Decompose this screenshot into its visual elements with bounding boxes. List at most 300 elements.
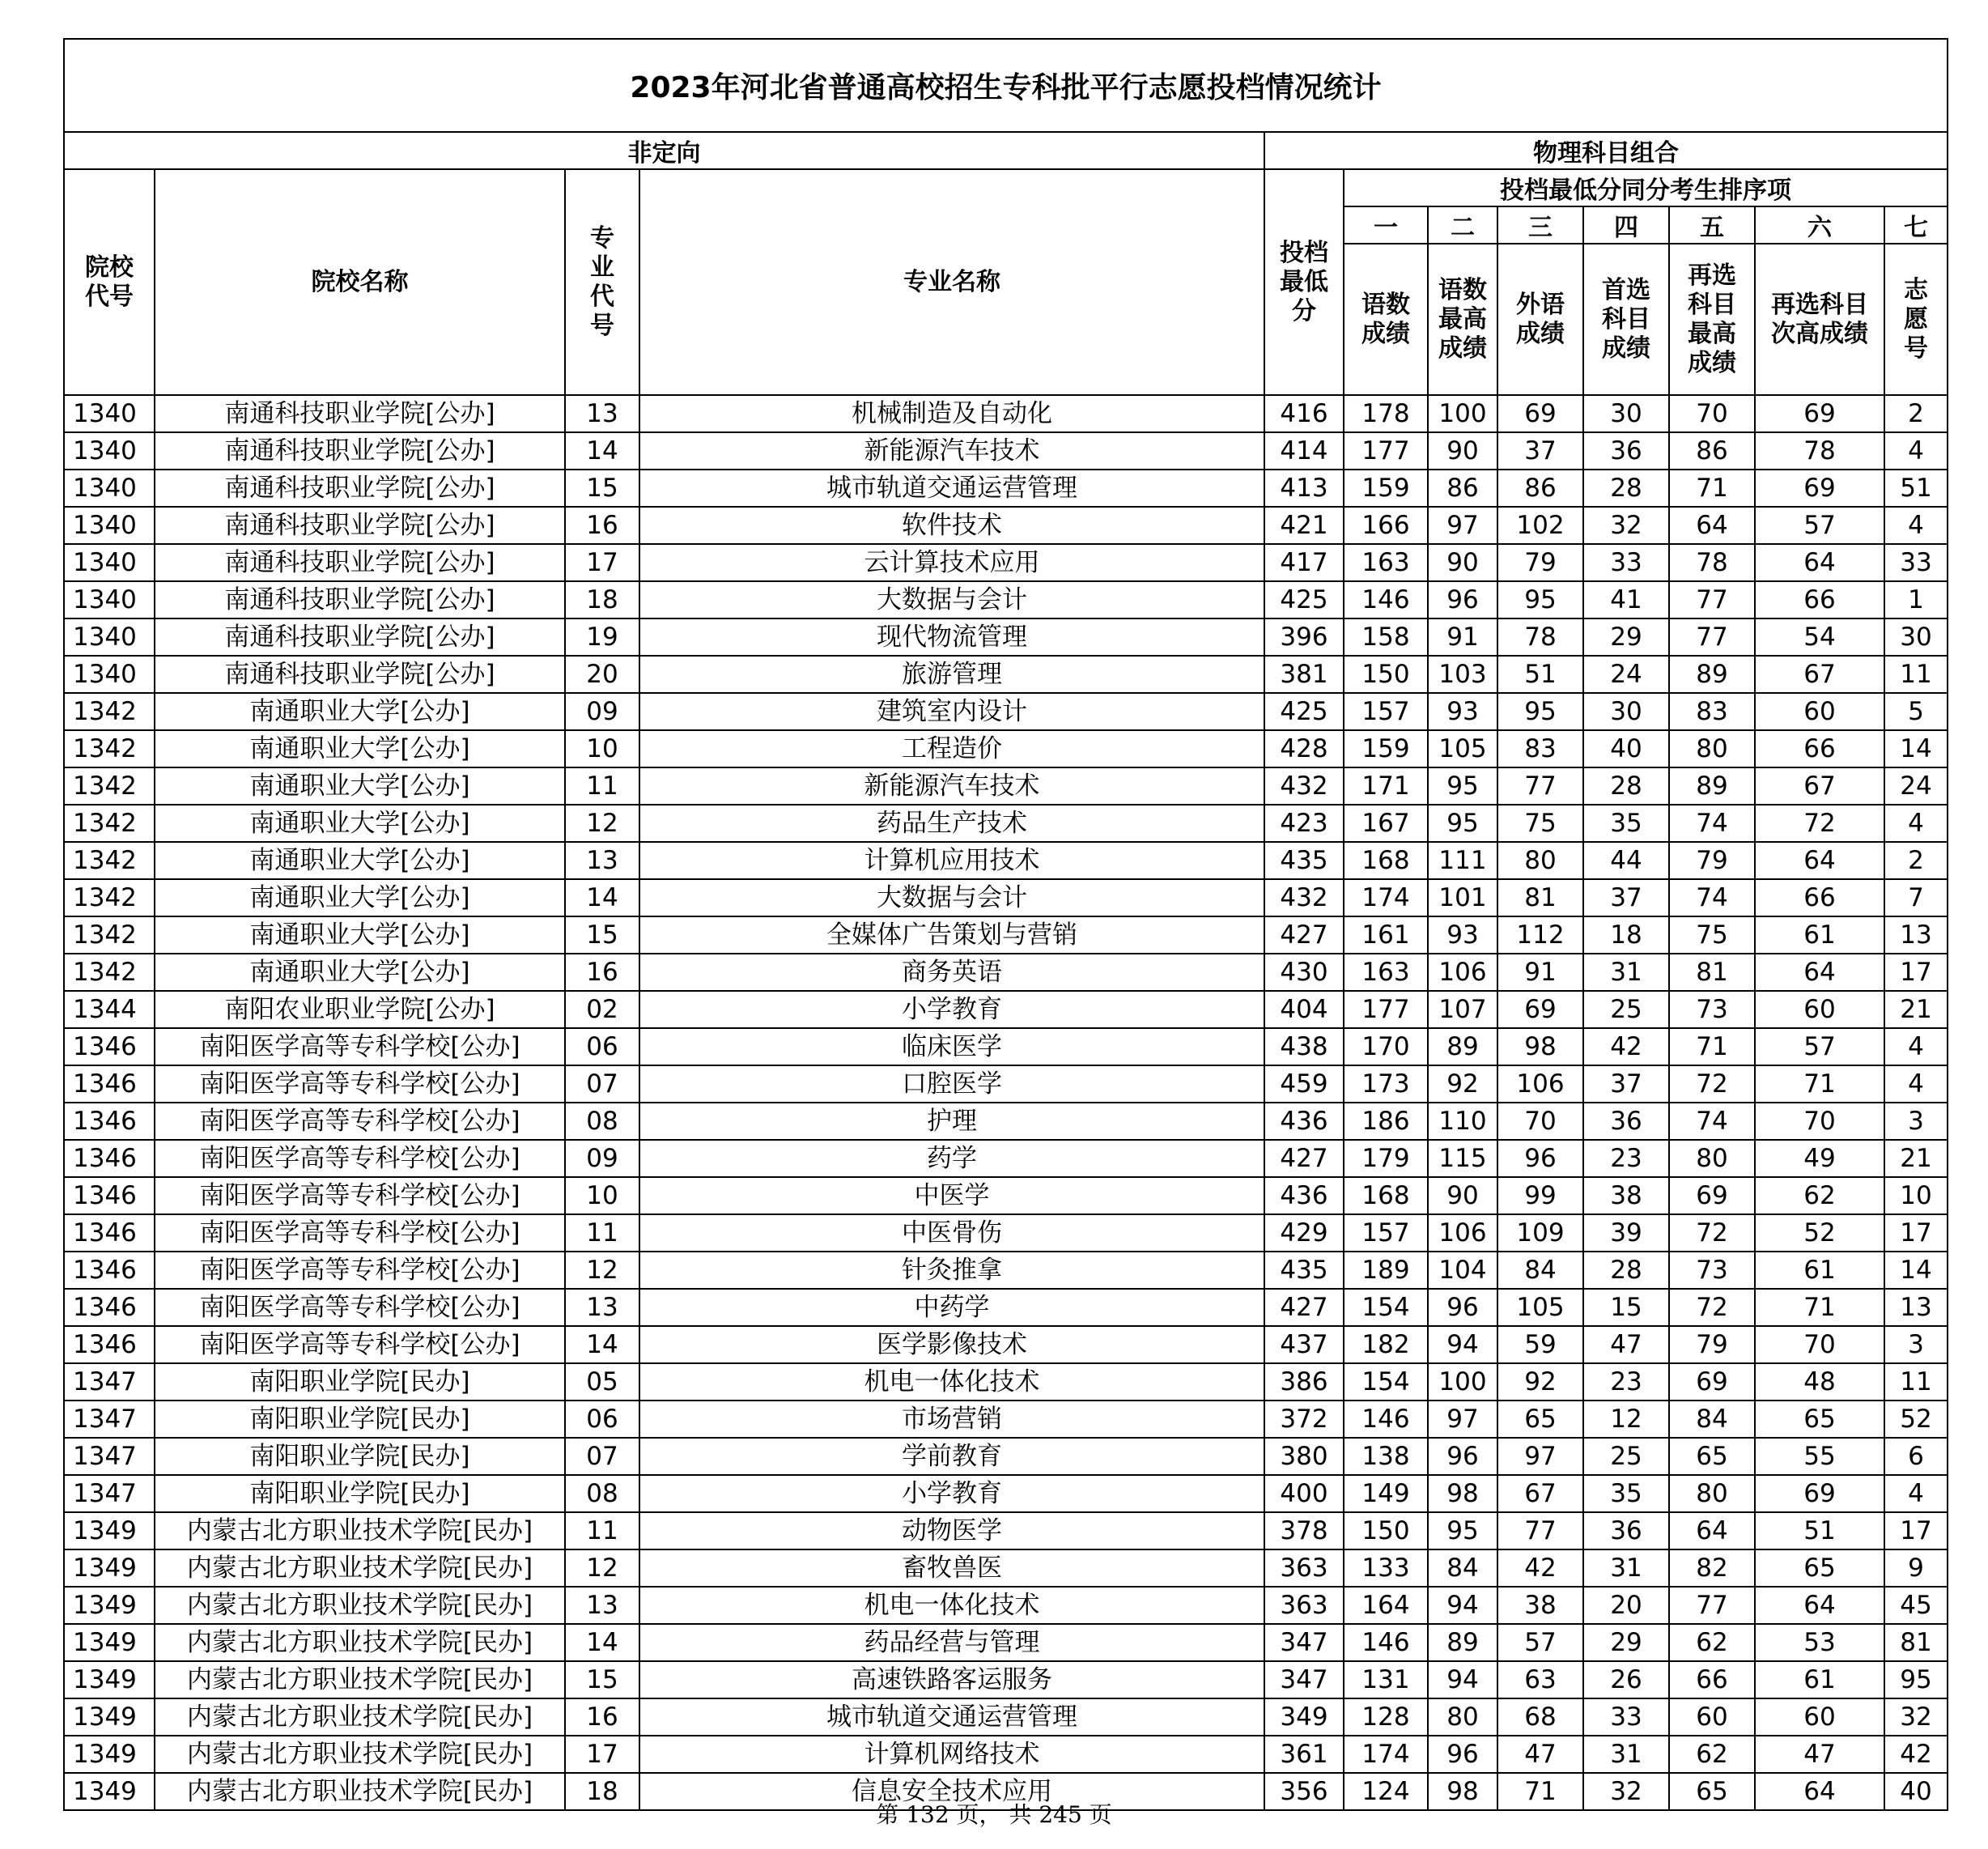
- cell-elective-max-score: 71: [1669, 1028, 1755, 1065]
- cell-application-number: 24: [1884, 767, 1948, 805]
- cell-elective-second-score: 60: [1755, 1698, 1884, 1736]
- cell-major-code: 10: [565, 1177, 639, 1214]
- header-major-code: 专业代号: [565, 169, 639, 395]
- cell-elective-max-score: 74: [1669, 879, 1755, 916]
- table-body: [64, 395, 1948, 1810]
- cell-min-score: 432: [1264, 879, 1344, 916]
- cell-school-name: 南通职业大学[公办]: [155, 954, 565, 991]
- cell-application-number: 40: [1884, 1773, 1948, 1810]
- header-elective-max-score: 再选科目最高成绩: [1669, 244, 1755, 395]
- cell-min-score: 427: [1264, 916, 1344, 954]
- cell-school-code: 1342: [64, 954, 155, 991]
- table-row: [64, 395, 1948, 432]
- cell-elective-second-score: 65: [1755, 1401, 1884, 1438]
- cell-chinese-math-max: 96: [1428, 581, 1497, 618]
- cell-min-score: 416: [1264, 395, 1344, 432]
- cell-school-code: 1340: [64, 395, 155, 432]
- table-row: [64, 954, 1948, 991]
- table-row: [64, 1140, 1948, 1177]
- cell-min-score: 347: [1264, 1661, 1344, 1698]
- cell-elective-second-score: 71: [1755, 1289, 1884, 1326]
- cell-primary-subject-score: 30: [1583, 395, 1669, 432]
- cell-major-code: 18: [565, 581, 639, 618]
- cell-major-name: 中药学: [639, 1289, 1264, 1326]
- cell-application-number: 13: [1884, 1289, 1948, 1326]
- cell-major-name: 高速铁路客运服务: [639, 1661, 1264, 1698]
- cell-chinese-math-max: 90: [1428, 1177, 1497, 1214]
- cell-chinese-math-score: 124: [1344, 1773, 1428, 1810]
- cell-chinese-math-max: 89: [1428, 1624, 1497, 1661]
- cell-foreign-language-score: 95: [1497, 693, 1583, 730]
- cell-elective-second-score: 69: [1755, 470, 1884, 507]
- cell-application-number: 10: [1884, 1177, 1948, 1214]
- cell-application-number: 4: [1884, 432, 1948, 470]
- cell-chinese-math-score: 174: [1344, 879, 1428, 916]
- table-row: [64, 805, 1948, 842]
- cell-application-number: 3: [1884, 1103, 1948, 1140]
- cell-major-code: 02: [565, 991, 639, 1028]
- header-order-3: 三: [1497, 206, 1583, 244]
- cell-major-name: 全媒体广告策划与营销: [639, 916, 1264, 954]
- cell-chinese-math-score: 178: [1344, 395, 1428, 432]
- cell-major-code: 08: [565, 1103, 639, 1140]
- cell-major-name: 机械制造及自动化: [639, 395, 1264, 432]
- cell-chinese-math-score: 182: [1344, 1326, 1428, 1363]
- cell-chinese-math-score: 179: [1344, 1140, 1428, 1177]
- cell-min-score: 435: [1264, 1252, 1344, 1289]
- cell-elective-max-score: 64: [1669, 1512, 1755, 1549]
- cell-school-name: 内蒙古北方职业技术学院[民办]: [155, 1549, 565, 1587]
- cell-school-name: 南阳医学高等专科学校[公办]: [155, 1326, 565, 1363]
- cell-chinese-math-score: 163: [1344, 954, 1428, 991]
- cell-school-code: 1349: [64, 1587, 155, 1624]
- cell-min-score: 413: [1264, 470, 1344, 507]
- cell-chinese-math-score: 133: [1344, 1549, 1428, 1587]
- cell-foreign-language-score: 67: [1497, 1475, 1583, 1512]
- cell-elective-max-score: 73: [1669, 991, 1755, 1028]
- cell-chinese-math-score: 149: [1344, 1475, 1428, 1512]
- cell-chinese-math-max: 92: [1428, 1065, 1497, 1103]
- cell-elective-second-score: 64: [1755, 1587, 1884, 1624]
- table-row: [64, 879, 1948, 916]
- cell-primary-subject-score: 28: [1583, 470, 1669, 507]
- cell-chinese-math-score: 159: [1344, 470, 1428, 507]
- cell-chinese-math-score: 128: [1344, 1698, 1428, 1736]
- cell-major-code: 13: [565, 842, 639, 879]
- cell-chinese-math-max: 90: [1428, 544, 1497, 581]
- cell-school-code: 1344: [64, 991, 155, 1028]
- table-row: [64, 842, 1948, 879]
- cell-primary-subject-score: 32: [1583, 507, 1669, 544]
- cell-min-score: 421: [1264, 507, 1344, 544]
- cell-school-name: 南阳医学高等专科学校[公办]: [155, 1252, 565, 1289]
- cell-school-code: 1349: [64, 1549, 155, 1587]
- cell-elective-second-score: 66: [1755, 879, 1884, 916]
- cell-major-name: 新能源汽车技术: [639, 767, 1264, 805]
- cell-chinese-math-max: 98: [1428, 1475, 1497, 1512]
- cell-school-code: 1349: [64, 1624, 155, 1661]
- cell-school-code: 1342: [64, 805, 155, 842]
- cell-primary-subject-score: 25: [1583, 991, 1669, 1028]
- cell-chinese-math-score: 154: [1344, 1289, 1428, 1326]
- cell-school-code: 1349: [64, 1736, 155, 1773]
- cell-min-score: 386: [1264, 1363, 1344, 1401]
- cell-foreign-language-score: 81: [1497, 879, 1583, 916]
- cell-chinese-math-max: 110: [1428, 1103, 1497, 1140]
- cell-chinese-math-max: 106: [1428, 1214, 1497, 1252]
- cell-primary-subject-score: 47: [1583, 1326, 1669, 1363]
- cell-min-score: 400: [1264, 1475, 1344, 1512]
- cell-foreign-language-score: 38: [1497, 1587, 1583, 1624]
- cell-school-name: 南通科技职业学院[公办]: [155, 507, 565, 544]
- cell-elective-second-score: 64: [1755, 544, 1884, 581]
- header-tiebreak-group: 投档最低分同分考生排序项: [1344, 169, 1948, 206]
- cell-elective-max-score: 89: [1669, 767, 1755, 805]
- cell-chinese-math-score: 158: [1344, 618, 1428, 656]
- cell-major-name: 市场营销: [639, 1401, 1264, 1438]
- cell-major-code: 05: [565, 1363, 639, 1401]
- cell-application-number: 32: [1884, 1698, 1948, 1736]
- cell-elective-second-score: 78: [1755, 432, 1884, 470]
- cell-min-score: 361: [1264, 1736, 1344, 1773]
- header-order-6: 六: [1755, 206, 1884, 244]
- cell-major-name: 药品生产技术: [639, 805, 1264, 842]
- cell-primary-subject-score: 36: [1583, 1103, 1669, 1140]
- table-row: [64, 1438, 1948, 1475]
- cell-primary-subject-score: 42: [1583, 1028, 1669, 1065]
- table-row: [64, 470, 1948, 507]
- cell-application-number: 11: [1884, 656, 1948, 693]
- cell-major-name: 城市轨道交通运营管理: [639, 1698, 1264, 1736]
- table-row: [64, 1177, 1948, 1214]
- cell-school-name: 内蒙古北方职业技术学院[民办]: [155, 1512, 565, 1549]
- cell-major-code: 09: [565, 1140, 639, 1177]
- cell-chinese-math-max: 107: [1428, 991, 1497, 1028]
- cell-chinese-math-max: 95: [1428, 1512, 1497, 1549]
- cell-major-name: 信息安全技术应用: [639, 1773, 1264, 1810]
- cell-major-code: 11: [565, 767, 639, 805]
- table-row: [64, 1549, 1948, 1587]
- cell-major-code: 16: [565, 954, 639, 991]
- header-foreign-language-score: 外语成绩: [1497, 244, 1583, 395]
- cell-school-code: 1346: [64, 1065, 155, 1103]
- cell-elective-max-score: 74: [1669, 1103, 1755, 1140]
- cell-application-number: 14: [1884, 730, 1948, 767]
- cell-school-code: 1349: [64, 1512, 155, 1549]
- cell-major-name: 软件技术: [639, 507, 1264, 544]
- cell-elective-max-score: 89: [1669, 656, 1755, 693]
- cell-chinese-math-score: 177: [1344, 432, 1428, 470]
- cell-chinese-math-score: 131: [1344, 1661, 1428, 1698]
- header-order-5: 五: [1669, 206, 1755, 244]
- cell-elective-max-score: 80: [1669, 1140, 1755, 1177]
- cell-elective-max-score: 70: [1669, 395, 1755, 432]
- cell-school-name: 南通科技职业学院[公办]: [155, 544, 565, 581]
- cell-chinese-math-max: 97: [1428, 507, 1497, 544]
- cell-chinese-math-score: 163: [1344, 544, 1428, 581]
- cell-foreign-language-score: 106: [1497, 1065, 1583, 1103]
- cell-school-code: 1340: [64, 656, 155, 693]
- cell-school-code: 1346: [64, 1326, 155, 1363]
- cell-application-number: 17: [1884, 1512, 1948, 1549]
- cell-chinese-math-score: 157: [1344, 693, 1428, 730]
- cell-major-name: 现代物流管理: [639, 618, 1264, 656]
- cell-foreign-language-score: 102: [1497, 507, 1583, 544]
- header-application-number: 志愿号: [1884, 244, 1948, 395]
- cell-min-score: 429: [1264, 1214, 1344, 1252]
- cell-school-name: 南阳医学高等专科学校[公办]: [155, 1065, 565, 1103]
- table-row: [64, 1326, 1948, 1363]
- cell-elective-second-score: 62: [1755, 1177, 1884, 1214]
- cell-school-code: 1340: [64, 507, 155, 544]
- table-row: [64, 1214, 1948, 1252]
- header-major-name: 专业名称: [639, 169, 1264, 395]
- cell-elective-second-score: 65: [1755, 1549, 1884, 1587]
- header-min-score: 投档最低分: [1264, 169, 1344, 395]
- cell-elective-max-score: 65: [1669, 1773, 1755, 1810]
- cell-elective-max-score: 84: [1669, 1401, 1755, 1438]
- header-elective-second-score: 再选科目次高成绩: [1755, 244, 1884, 395]
- table-row: [64, 1512, 1948, 1549]
- cell-elective-second-score: 51: [1755, 1512, 1884, 1549]
- cell-primary-subject-score: 39: [1583, 1214, 1669, 1252]
- admission-table: [63, 38, 1948, 1811]
- cell-min-score: 363: [1264, 1549, 1344, 1587]
- cell-primary-subject-score: 28: [1583, 767, 1669, 805]
- cell-foreign-language-score: 98: [1497, 1028, 1583, 1065]
- cell-application-number: 33: [1884, 544, 1948, 581]
- cell-major-code: 11: [565, 1214, 639, 1252]
- cell-elective-max-score: 86: [1669, 432, 1755, 470]
- cell-major-code: 16: [565, 1698, 639, 1736]
- cell-min-score: 437: [1264, 1326, 1344, 1363]
- cell-elective-max-score: 65: [1669, 1438, 1755, 1475]
- table-row: [64, 1363, 1948, 1401]
- cell-min-score: 396: [1264, 618, 1344, 656]
- cell-school-code: 1346: [64, 1214, 155, 1252]
- group-physics-combination: 物理科目组合: [1264, 132, 1948, 169]
- cell-primary-subject-score: 37: [1583, 1065, 1669, 1103]
- cell-major-name: 机电一体化技术: [639, 1587, 1264, 1624]
- cell-primary-subject-score: 31: [1583, 1736, 1669, 1773]
- cell-elective-max-score: 69: [1669, 1363, 1755, 1401]
- cell-school-code: 1340: [64, 432, 155, 470]
- cell-major-name: 云计算技术应用: [639, 544, 1264, 581]
- table-row: [64, 916, 1948, 954]
- cell-major-name: 畜牧兽医: [639, 1549, 1264, 1587]
- table-row: [64, 1661, 1948, 1698]
- cell-major-code: 09: [565, 693, 639, 730]
- cell-major-code: 18: [565, 1773, 639, 1810]
- cell-major-name: 计算机网络技术: [639, 1736, 1264, 1773]
- cell-primary-subject-score: 12: [1583, 1401, 1669, 1438]
- cell-min-score: 432: [1264, 767, 1344, 805]
- cell-major-name: 小学教育: [639, 1475, 1264, 1512]
- cell-chinese-math-score: 154: [1344, 1363, 1428, 1401]
- cell-school-name: 内蒙古北方职业技术学院[民办]: [155, 1624, 565, 1661]
- cell-foreign-language-score: 79: [1497, 544, 1583, 581]
- cell-min-score: 423: [1264, 805, 1344, 842]
- cell-major-name: 旅游管理: [639, 656, 1264, 693]
- table-row: [64, 693, 1948, 730]
- cell-major-code: 17: [565, 544, 639, 581]
- cell-school-code: 1346: [64, 1140, 155, 1177]
- cell-school-code: 1347: [64, 1401, 155, 1438]
- cell-school-code: 1347: [64, 1438, 155, 1475]
- header-chinese-math-max: 语数最高成绩: [1428, 244, 1497, 395]
- cell-chinese-math-score: 171: [1344, 767, 1428, 805]
- cell-elective-max-score: 73: [1669, 1252, 1755, 1289]
- cell-major-code: 06: [565, 1401, 639, 1438]
- cell-primary-subject-score: 24: [1583, 656, 1669, 693]
- cell-application-number: 14: [1884, 1252, 1948, 1289]
- cell-elective-max-score: 71: [1669, 470, 1755, 507]
- cell-elective-max-score: 80: [1669, 1475, 1755, 1512]
- header-school-name: 院校名称: [155, 169, 565, 395]
- cell-foreign-language-score: 80: [1497, 842, 1583, 879]
- table-row: [64, 544, 1948, 581]
- cell-chinese-math-max: 95: [1428, 805, 1497, 842]
- cell-major-code: 14: [565, 1624, 639, 1661]
- cell-foreign-language-score: 63: [1497, 1661, 1583, 1698]
- cell-min-score: 436: [1264, 1177, 1344, 1214]
- cell-primary-subject-score: 29: [1583, 1624, 1669, 1661]
- cell-application-number: 17: [1884, 954, 1948, 991]
- cell-min-score: 356: [1264, 1773, 1344, 1810]
- cell-application-number: 13: [1884, 916, 1948, 954]
- table-row: [64, 1475, 1948, 1512]
- cell-elective-second-score: 64: [1755, 954, 1884, 991]
- cell-elective-max-score: 82: [1669, 1549, 1755, 1587]
- cell-application-number: 11: [1884, 1363, 1948, 1401]
- cell-major-name: 小学教育: [639, 991, 1264, 1028]
- cell-elective-second-score: 47: [1755, 1736, 1884, 1773]
- cell-primary-subject-score: 36: [1583, 1512, 1669, 1549]
- cell-major-code: 19: [565, 618, 639, 656]
- cell-chinese-math-score: 161: [1344, 916, 1428, 954]
- cell-foreign-language-score: 77: [1497, 1512, 1583, 1549]
- cell-school-code: 1342: [64, 879, 155, 916]
- cell-min-score: 428: [1264, 730, 1344, 767]
- cell-elective-max-score: 80: [1669, 730, 1755, 767]
- cell-school-name: 南阳医学高等专科学校[公办]: [155, 1177, 565, 1214]
- table-row: [64, 767, 1948, 805]
- cell-major-name: 工程造价: [639, 730, 1264, 767]
- cell-elective-max-score: 72: [1669, 1289, 1755, 1326]
- cell-school-code: 1346: [64, 1289, 155, 1326]
- cell-min-score: 435: [1264, 842, 1344, 879]
- table-row: [64, 1401, 1948, 1438]
- cell-chinese-math-max: 94: [1428, 1661, 1497, 1698]
- cell-chinese-math-score: 174: [1344, 1736, 1428, 1773]
- cell-school-code: 1347: [64, 1363, 155, 1401]
- header-order-4: 四: [1583, 206, 1669, 244]
- cell-primary-subject-score: 23: [1583, 1140, 1669, 1177]
- cell-school-name: 南通科技职业学院[公办]: [155, 656, 565, 693]
- cell-major-code: 17: [565, 1736, 639, 1773]
- cell-foreign-language-score: 51: [1497, 656, 1583, 693]
- cell-application-number: 45: [1884, 1587, 1948, 1624]
- cell-application-number: 4: [1884, 1028, 1948, 1065]
- cell-chinese-math-max: 96: [1428, 1289, 1497, 1326]
- cell-application-number: 4: [1884, 805, 1948, 842]
- cell-primary-subject-score: 33: [1583, 1698, 1669, 1736]
- cell-major-code: 13: [565, 1587, 639, 1624]
- cell-foreign-language-score: 69: [1497, 991, 1583, 1028]
- cell-chinese-math-score: 170: [1344, 1028, 1428, 1065]
- cell-application-number: 9: [1884, 1549, 1948, 1587]
- table-row: [64, 730, 1948, 767]
- header-school-code: 院校代号: [64, 169, 155, 395]
- cell-elective-second-score: 70: [1755, 1326, 1884, 1363]
- cell-elective-second-score: 70: [1755, 1103, 1884, 1140]
- cell-elective-second-score: 69: [1755, 1475, 1884, 1512]
- cell-foreign-language-score: 78: [1497, 618, 1583, 656]
- cell-major-code: 15: [565, 916, 639, 954]
- cell-primary-subject-score: 31: [1583, 1549, 1669, 1587]
- cell-primary-subject-score: 35: [1583, 805, 1669, 842]
- cell-chinese-math-score: 159: [1344, 730, 1428, 767]
- cell-application-number: 5: [1884, 693, 1948, 730]
- cell-school-code: 1346: [64, 1028, 155, 1065]
- cell-foreign-language-score: 99: [1497, 1177, 1583, 1214]
- table-title: 2023年河北省普通高校招生专科批平行志愿投档情况统计: [64, 39, 1948, 132]
- cell-major-name: 动物医学: [639, 1512, 1264, 1549]
- cell-primary-subject-score: 40: [1583, 730, 1669, 767]
- page-footer: 第 132 页， 共 245 页: [876, 1801, 1112, 1828]
- cell-major-code: 15: [565, 1661, 639, 1698]
- cell-elective-max-score: 81: [1669, 954, 1755, 991]
- cell-major-name: 临床医学: [639, 1028, 1264, 1065]
- cell-chinese-math-max: 96: [1428, 1736, 1497, 1773]
- cell-elective-second-score: 67: [1755, 656, 1884, 693]
- cell-foreign-language-score: 71: [1497, 1773, 1583, 1810]
- cell-foreign-language-score: 77: [1497, 767, 1583, 805]
- cell-chinese-math-score: 168: [1344, 842, 1428, 879]
- cell-elective-second-score: 60: [1755, 693, 1884, 730]
- cell-primary-subject-score: 32: [1583, 1773, 1669, 1810]
- cell-chinese-math-score: 157: [1344, 1214, 1428, 1252]
- cell-school-name: 南阳医学高等专科学校[公办]: [155, 1140, 565, 1177]
- cell-chinese-math-max: 95: [1428, 767, 1497, 805]
- cell-school-code: 1340: [64, 470, 155, 507]
- cell-chinese-math-score: 138: [1344, 1438, 1428, 1475]
- cell-major-code: 14: [565, 432, 639, 470]
- cell-elective-second-score: 57: [1755, 507, 1884, 544]
- cell-foreign-language-score: 69: [1497, 395, 1583, 432]
- cell-school-name: 南阳医学高等专科学校[公办]: [155, 1289, 565, 1326]
- table-row: [64, 1736, 1948, 1773]
- cell-foreign-language-score: 83: [1497, 730, 1583, 767]
- table-row: [64, 1028, 1948, 1065]
- cell-primary-subject-score: 41: [1583, 581, 1669, 618]
- cell-min-score: 459: [1264, 1065, 1344, 1103]
- cell-chinese-math-score: 150: [1344, 1512, 1428, 1549]
- table-row: [64, 656, 1948, 693]
- cell-elective-max-score: 79: [1669, 842, 1755, 879]
- cell-foreign-language-score: 70: [1497, 1103, 1583, 1140]
- cell-school-code: 1349: [64, 1698, 155, 1736]
- header-order-7: 七: [1884, 206, 1948, 244]
- cell-major-code: 15: [565, 470, 639, 507]
- cell-elective-max-score: 72: [1669, 1214, 1755, 1252]
- cell-primary-subject-score: 36: [1583, 432, 1669, 470]
- cell-chinese-math-max: 96: [1428, 1438, 1497, 1475]
- cell-major-code: 08: [565, 1475, 639, 1512]
- cell-foreign-language-score: 86: [1497, 470, 1583, 507]
- cell-min-score: 349: [1264, 1698, 1344, 1736]
- cell-application-number: 51: [1884, 470, 1948, 507]
